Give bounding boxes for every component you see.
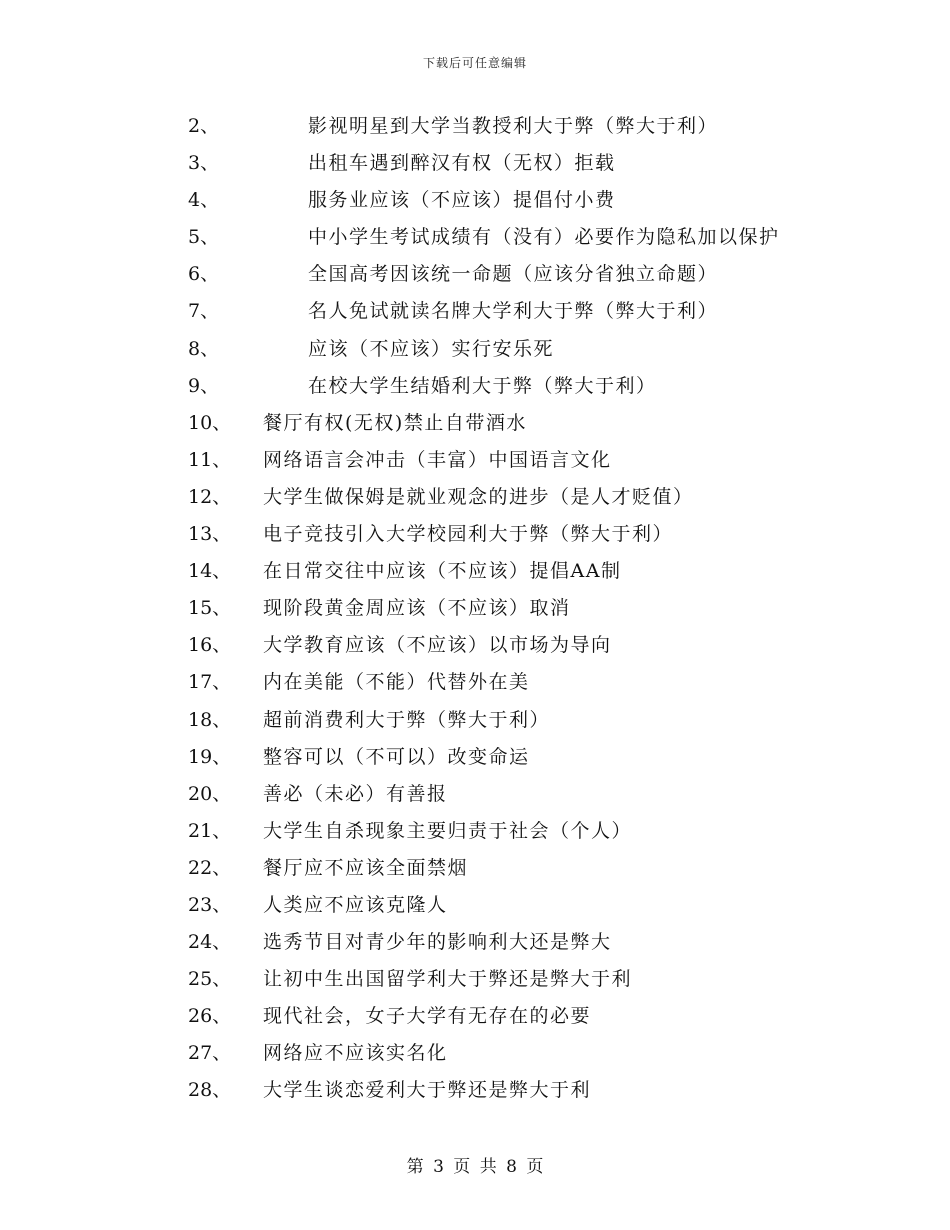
list-item [0, 256, 950, 293]
item-text: 出租车遇到醉汉有权（无权）拒载 [308, 152, 616, 175]
item-text: 让初中生出国留学利大于弊还是弊大于利 [263, 968, 633, 991]
item-text: 选秀节目对青少年的影响利大还是弊大 [263, 931, 612, 954]
item-number: 2、 [188, 115, 220, 137]
item-text: 网络应不应该实名化 [263, 1042, 448, 1065]
item-text: 超前消费利大于弊（弊大于利） [263, 708, 551, 731]
item-number: 11、 [188, 448, 232, 471]
item-text: 善必（未必）有善报 [263, 782, 448, 805]
list-item [0, 813, 950, 850]
list-item [0, 1072, 950, 1109]
item-text: 大学生做保姆是就业观念的进步（是人才贬值） [263, 485, 694, 508]
list-item [0, 219, 950, 256]
item-number: 19、 [188, 745, 232, 768]
list-item [0, 368, 950, 405]
item-text: 现代社会，女子大学有无存在的必要 [263, 1005, 592, 1028]
item-number: 22、 [188, 856, 232, 879]
item-text: 人类应不应该克隆人 [263, 893, 448, 916]
list-item [0, 442, 950, 479]
item-number: 27、 [188, 1042, 232, 1065]
item-number: 24、 [188, 931, 232, 954]
item-text: 电子竞技引入大学校园利大于弊（弊大于利） [263, 523, 674, 546]
debate-topic-list [0, 108, 950, 1110]
list-item [0, 739, 950, 776]
list-item [0, 998, 950, 1035]
item-text: 大学教育应该（不应该）以市场为导向 [263, 634, 612, 657]
list-item [0, 702, 950, 739]
item-number: 26、 [188, 1005, 232, 1028]
item-text: 应该（不应该）实行安乐死 [308, 337, 555, 360]
item-text: 在日常交往中应该（不应该）提倡AA制 [263, 560, 622, 583]
item-number: 16、 [188, 634, 232, 657]
list-item [0, 516, 950, 553]
item-text: 餐厅有权(无权)禁止自带酒水 [263, 411, 527, 434]
item-number: 21、 [188, 819, 232, 842]
list-item [0, 331, 950, 368]
item-text: 服务业应该（不应该）提倡付小费 [308, 189, 616, 212]
list-item [0, 664, 950, 701]
item-number: 9、 [188, 374, 220, 397]
list-item [0, 887, 950, 924]
item-number: 6、 [188, 263, 220, 286]
item-number: 18、 [188, 708, 232, 731]
item-text: 全国高考因该统一命题（应该分省独立命题） [308, 263, 719, 286]
list-item [0, 108, 950, 145]
item-text: 大学生谈恋爱利大于弊还是弊大于利 [263, 1079, 592, 1102]
list-item [0, 405, 950, 442]
item-text: 大学生自杀现象主要归责于社会（个人） [263, 819, 633, 842]
list-item [0, 961, 950, 998]
page-header: 下载后可任意编辑 [422, 56, 527, 70]
item-text: 影视明星到大学当教授利大于弊（弊大于利） [308, 115, 719, 137]
list-item [0, 924, 950, 961]
item-number: 15、 [188, 597, 232, 620]
item-number: 28、 [188, 1079, 232, 1102]
item-number: 10、 [188, 411, 232, 434]
item-text: 内在美能（不能）代替外在美 [263, 671, 530, 694]
item-text: 中小学生考试成绩有（没有）必要作为隐私加以保护 [308, 226, 780, 249]
item-text: 网络语言会冲击（丰富）中国语言文化 [263, 448, 612, 471]
item-number: 4、 [188, 189, 220, 212]
list-item [0, 776, 950, 813]
item-number: 14、 [188, 560, 232, 583]
item-text: 名人免试就读名牌大学利大于弊（弊大于利） [308, 300, 719, 323]
list-item [0, 479, 950, 516]
list-item [0, 553, 950, 590]
list-item [0, 590, 950, 627]
item-number: 25、 [188, 968, 232, 991]
item-number: 8、 [188, 337, 220, 360]
list-item [0, 293, 950, 330]
list-item [0, 627, 950, 664]
item-text: 餐厅应不应该全面禁烟 [263, 856, 469, 879]
item-number: 20、 [188, 782, 232, 805]
list-item [0, 850, 950, 887]
item-text: 在校大学生结婚利大于弊（弊大于利） [308, 374, 657, 397]
item-number: 17、 [188, 671, 232, 694]
item-number: 7、 [188, 300, 220, 323]
list-item [0, 145, 950, 182]
page-footer: 第 3 页 共 8 页 [406, 1157, 544, 1177]
item-number: 5、 [188, 226, 220, 249]
list-item [0, 182, 950, 219]
item-number: 3、 [188, 152, 220, 175]
item-number: 13、 [188, 523, 232, 546]
item-number: 12、 [188, 485, 232, 508]
item-text: 整容可以（不可以）改变命运 [263, 745, 530, 768]
item-number: 23、 [188, 893, 232, 916]
item-text: 现阶段黄金周应该（不应该）取消 [263, 597, 571, 620]
list-item [0, 1035, 950, 1072]
